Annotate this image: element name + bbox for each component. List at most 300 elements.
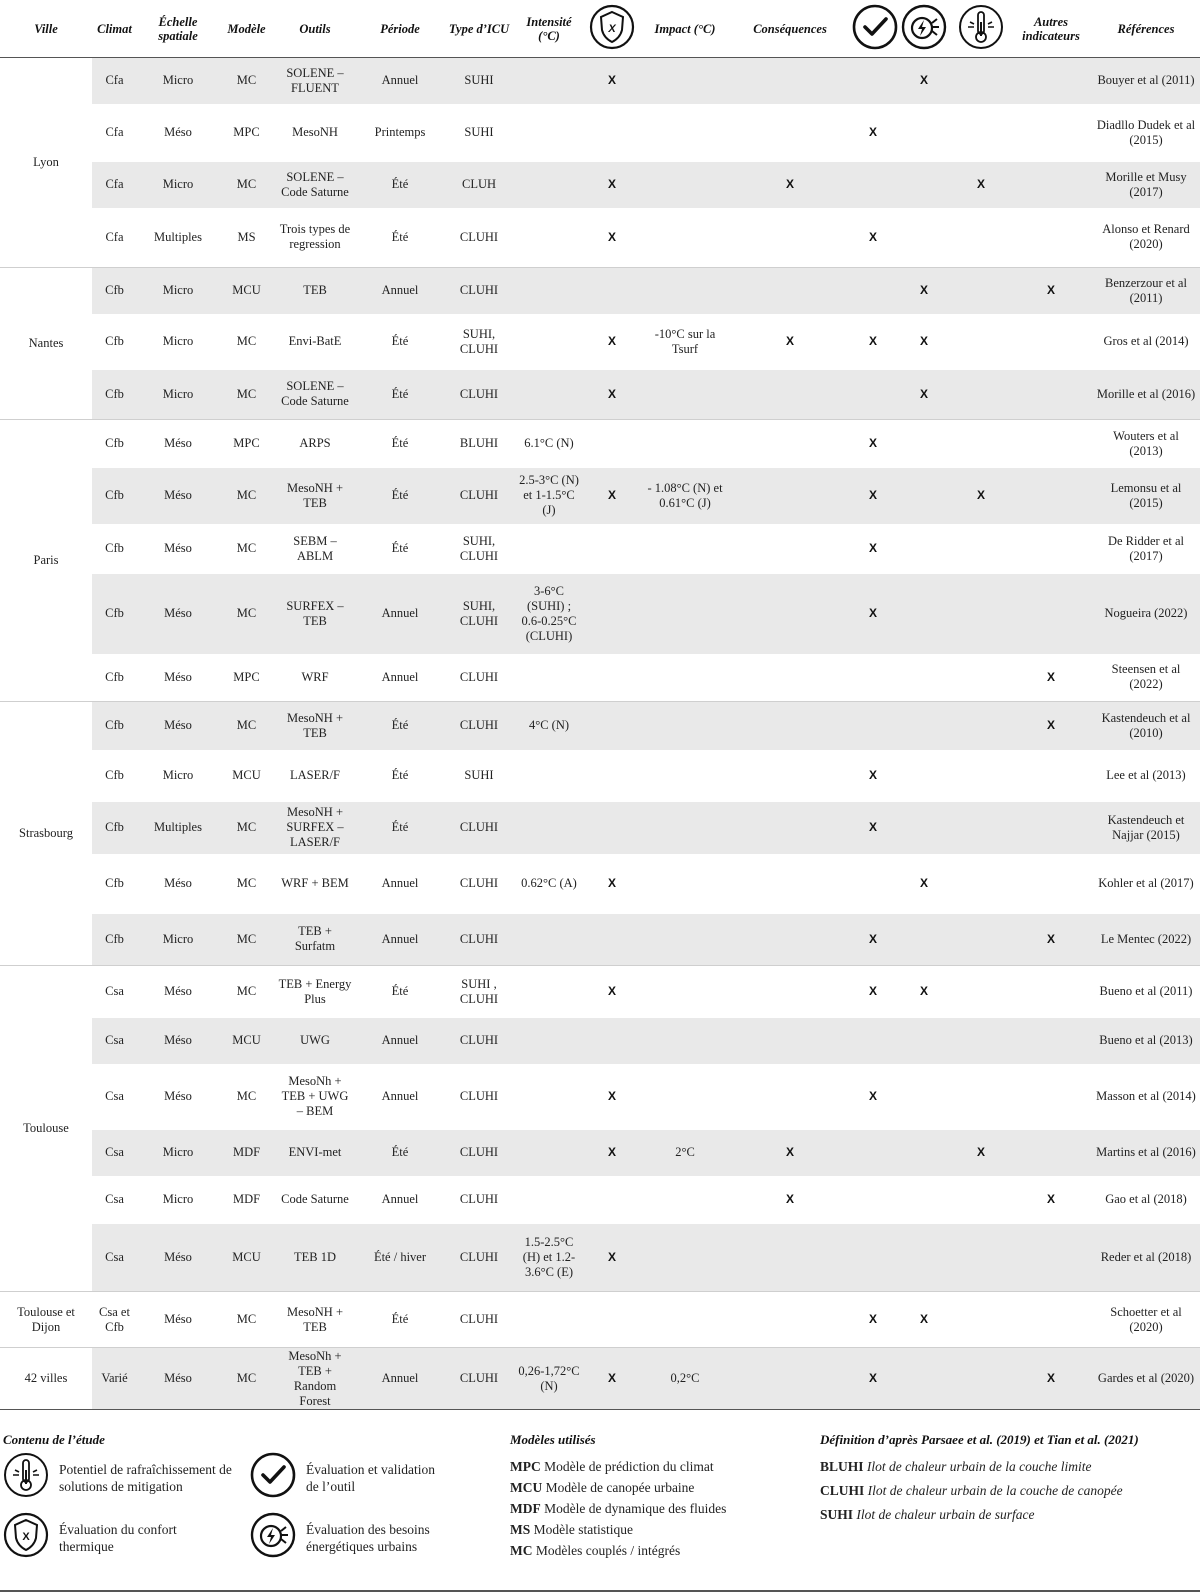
cell-impact (640, 802, 730, 854)
cell-autres: X (1010, 268, 1092, 314)
cell-autres (1010, 750, 1092, 802)
cell-intensite (514, 1018, 584, 1064)
cell-modele: MC (219, 370, 274, 420)
col-ville: Ville (0, 0, 92, 58)
col-cooling-potential (952, 0, 1010, 58)
cell-mitigation (952, 1018, 1010, 1064)
cell-impact (640, 574, 730, 654)
cell-ref: Benzerzour et al (2011) (1092, 268, 1200, 314)
cell-ref: Lee et al (2013) (1106, 768, 1186, 782)
cell-periode: Annuel (356, 268, 444, 314)
table-row (0, 654, 1200, 702)
cell-energie: X (919, 876, 928, 890)
table-row (0, 914, 1200, 966)
cell-type: CLUHI (444, 468, 514, 524)
cell-type: CLUHI (459, 1089, 499, 1103)
cell-intensite (514, 208, 584, 268)
cell-autres (1010, 1130, 1092, 1176)
svg-text:X: X (22, 1531, 30, 1543)
cell-confort: X (584, 468, 640, 524)
cell-autres (1010, 314, 1092, 370)
cell-outils: Code Saturne (281, 1192, 349, 1206)
table-row (0, 314, 1200, 370)
cell-modele: MCU (219, 1018, 274, 1064)
cell-confort: X (607, 876, 616, 890)
cell-confort: X (584, 1348, 640, 1410)
cell-consequences (730, 966, 850, 1018)
cell-ref: Gardes et al (2020) (1092, 1348, 1200, 1410)
cell-outils: LASER/F (289, 768, 340, 782)
cell-echelle: Méso (164, 541, 192, 555)
cell-type: CLUHI (444, 914, 514, 966)
cell-periode: Été (391, 768, 409, 782)
cell-confort (584, 1018, 640, 1064)
cell-autres (1010, 1018, 1092, 1064)
cell-confort: X (584, 58, 640, 104)
cell-outils: MesoNH + TEB (274, 702, 356, 750)
cell-modele: MC (219, 162, 274, 208)
cell-modele: MC (219, 58, 274, 104)
cell-type: SUHI, CLUHI (459, 326, 499, 356)
cell-validation (850, 654, 896, 702)
cell-type: CLUHI (444, 702, 514, 750)
cell-consequences (730, 58, 850, 104)
cell-intensite (514, 268, 584, 314)
cell-validation (850, 268, 896, 314)
cell-type: CLUHI (444, 208, 514, 268)
cell-type: SUHI (464, 125, 494, 139)
cell-confort (584, 750, 640, 802)
cell-type: CLUHI (444, 370, 514, 420)
cell-outils: SEBM – ABLM (293, 533, 337, 563)
cell-mitigation: X (952, 468, 1010, 524)
cell-energie (896, 1064, 952, 1130)
cell-intensite: 2.5-3°C (N) et 1-1.5°C (J) (514, 468, 584, 524)
cell-ref: Reder et al (2018) (1092, 1224, 1200, 1292)
cell-mitigation (952, 854, 1010, 914)
cell-confort: X (584, 1130, 640, 1176)
cell-impact (640, 966, 730, 1018)
cell-validation (850, 1018, 896, 1064)
cell-outils: TEB + Surfatm (274, 914, 356, 966)
cell-periode: Annuel (356, 654, 444, 702)
cell-climat: Cfa (92, 162, 137, 208)
cell-climat: Csa et Cfb (92, 1292, 137, 1348)
cell-energie (896, 1130, 952, 1176)
cell-intensite: 6.1°C (N) (524, 436, 574, 451)
col-energy-needs (896, 0, 952, 58)
cell-type: CLUHI (444, 268, 514, 314)
col-thermal-comfort (584, 0, 640, 58)
cell-validation: X (868, 984, 877, 999)
cell-type: CLUHI (444, 1018, 514, 1064)
cell-climat: Cfb (105, 334, 124, 348)
cell-validation: X (850, 1292, 896, 1348)
cell-impact: -10°C sur la Tsurf (654, 326, 716, 356)
cell-modele: MC (219, 468, 274, 524)
cell-intensite (514, 966, 584, 1018)
cell-validation: X (868, 436, 877, 451)
cell-modele: MDF (232, 1192, 261, 1206)
cell-ref: Kastendeuch et al (2010) (1092, 702, 1200, 750)
cell-confort: X (607, 334, 616, 348)
cell-consequences (730, 1064, 850, 1130)
cell-ref: Schoetter et al (2020) (1092, 1292, 1200, 1348)
cell-ref: Kohler et al (2017) (1098, 876, 1194, 890)
cell-type: CLUHI (444, 802, 514, 854)
cell-outils: ENVI-met (274, 1130, 356, 1176)
cell-confort: X (607, 1089, 616, 1103)
cell-validation: X (850, 914, 896, 966)
cell-validation: X (868, 768, 877, 782)
cell-modele: MC (219, 1348, 274, 1410)
cell-intensite (514, 162, 584, 208)
cell-ref: Kastendeuch et Najjar (2015) (1092, 802, 1200, 854)
cell-mitigation (952, 524, 1010, 574)
cell-modele: MC (236, 876, 257, 890)
cell-outils: Envi-BatE (288, 334, 342, 348)
cell-outils: MesoNH + SURFEX – LASER/F (274, 802, 356, 854)
col-intensite: Intensité (°C) (514, 0, 584, 58)
cell-validation (850, 1130, 896, 1176)
cell-outils: TEB (274, 268, 356, 314)
cell-mitigation (952, 58, 1010, 104)
cell-validation: X (850, 574, 896, 654)
cell-climat: Csa (105, 984, 124, 999)
cell-impact (640, 58, 730, 104)
table-row (0, 574, 1200, 654)
cell-consequences (730, 1348, 850, 1410)
cell-confort (584, 914, 640, 966)
cell-confort (584, 1176, 640, 1224)
bottom-rule (0, 1590, 1200, 1592)
cell-energie: X (896, 370, 952, 420)
cell-outils: ARPS (299, 436, 331, 451)
cell-confort (584, 524, 640, 574)
cell-climat: Cfb (105, 768, 124, 782)
col-climat: Climat (92, 0, 137, 58)
cell-climat: Cfb (105, 876, 124, 890)
table-row (0, 268, 1200, 314)
legend-modeles-title: Modèles utilisés (510, 1432, 596, 1447)
cell-modele: MCU (219, 1224, 274, 1292)
city-cell: Nantes (0, 268, 92, 420)
cell-climat: Cfb (92, 802, 137, 854)
cell-impact (640, 162, 730, 208)
cell-impact (640, 854, 730, 914)
cell-climat: Cfb (105, 436, 124, 451)
cell-modele: MC (236, 1089, 257, 1103)
cell-consequences: X (785, 1192, 794, 1206)
cell-impact (640, 654, 730, 702)
cell-periode: Été (356, 468, 444, 524)
table-row (0, 208, 1200, 268)
cell-ref: Wouters et al (2013) (1113, 428, 1179, 458)
table-row (0, 468, 1200, 524)
table-row (0, 966, 1200, 1018)
cell-outils: TEB 1D (274, 1224, 356, 1292)
cell-echelle: Méso (137, 1292, 219, 1348)
cell-climat: Cfb (92, 370, 137, 420)
thermal-comfort-icon (3, 1512, 49, 1563)
cell-modele: MC (219, 802, 274, 854)
cell-ref: De Ridder et al (2017) (1107, 533, 1184, 563)
table-row (0, 162, 1200, 208)
cell-impact: 2°C (640, 1130, 730, 1176)
cell-mitigation (952, 420, 1010, 468)
cell-echelle: Micro (137, 268, 219, 314)
cell-echelle: Micro (137, 58, 219, 104)
cell-periode: Été (391, 334, 409, 348)
cell-periode: Été (391, 436, 409, 451)
cell-climat: Csa (105, 1089, 124, 1103)
cell-energie (896, 802, 952, 854)
cell-validation: X (868, 125, 877, 139)
cell-type: CLUHI (444, 1348, 514, 1410)
cell-mitigation (952, 1224, 1010, 1292)
cell-energie: X (896, 1292, 952, 1348)
tool-validation-icon (250, 1452, 296, 1503)
cell-mitigation (952, 1176, 1010, 1224)
cell-mitigation (952, 268, 1010, 314)
legend-item-label: Évaluation des besoins énergétiques urbains (306, 1521, 430, 1554)
legend-item-label: Potentiel de rafraîchissement de solutions de mitigation (59, 1461, 232, 1494)
cell-confort (584, 802, 640, 854)
cell-intensite (514, 370, 584, 420)
legend-contenu-title: Contenu de l’étude (3, 1432, 105, 1447)
cell-intensite: 3-6°C (SUHI) ; 0.6-0.25°C (CLUHI) (514, 574, 584, 654)
cell-ref: Morille et al (2016) (1092, 370, 1200, 420)
cell-outils: SOLENE – Code Saturne (274, 162, 356, 208)
cell-impact (640, 524, 730, 574)
cell-autres (1010, 802, 1092, 854)
cell-consequences (730, 420, 850, 468)
table-row (0, 370, 1200, 420)
cell-energie (896, 420, 952, 468)
cell-echelle: Méso (137, 1348, 219, 1410)
city-cell: Paris (0, 420, 92, 702)
cell-echelle: Multiples (137, 802, 219, 854)
cell-echelle: Multiples (137, 208, 219, 268)
cell-confort: X (607, 984, 616, 999)
cell-consequences (730, 524, 850, 574)
cell-type: SUHI , CLUHI (459, 976, 499, 1006)
cell-climat: Cfa (105, 125, 124, 139)
cell-climat: Cfb (105, 541, 124, 555)
city-cell: 42 villes (0, 1348, 92, 1410)
cell-type: CLUHI (444, 1224, 514, 1292)
cell-intensite (514, 1176, 584, 1224)
table-row (0, 58, 1200, 104)
cell-energie (896, 654, 952, 702)
col-outils: Outils (274, 0, 356, 58)
cell-periode: Été (356, 702, 444, 750)
legend-modele-mdf: MDF Modèle de dynamique des fluides (510, 1501, 727, 1516)
cell-modele: MC (219, 702, 274, 750)
cell-confort (584, 420, 640, 468)
cell-echelle: Micro (162, 334, 194, 348)
cell-echelle: Méso (164, 1089, 192, 1103)
cell-outils: WRF + BEM (281, 876, 349, 890)
cell-outils: SOLENE – FLUENT (274, 58, 356, 104)
cell-consequences (730, 802, 850, 854)
energy-needs-icon (250, 1512, 296, 1563)
cell-confort: X (584, 370, 640, 420)
legend (0, 1432, 1200, 1593)
cell-modele: MC (219, 1292, 274, 1348)
cell-modele: MS (219, 208, 274, 268)
cell-ref: Nogueira (2022) (1092, 574, 1200, 654)
cell-periode: Annuel (381, 1192, 419, 1206)
cell-consequences (730, 1224, 850, 1292)
cell-modele: MDF (219, 1130, 274, 1176)
cell-autres (1010, 1224, 1092, 1292)
legend-definition-title: Définition d’après Parsaee et al. (2019) et Tian et al. (2021) (820, 1432, 1139, 1447)
cell-validation (850, 854, 896, 914)
cell-type: CLUHI (444, 1292, 514, 1348)
cell-impact (640, 1292, 730, 1348)
cell-mitigation (952, 1064, 1010, 1130)
cell-consequences (730, 468, 850, 524)
cell-climat: Csa (105, 1192, 124, 1206)
cell-validation (850, 58, 896, 104)
cell-mitigation (952, 914, 1010, 966)
cell-outils: UWG (274, 1018, 356, 1064)
cell-mitigation (952, 750, 1010, 802)
cell-energie (896, 702, 952, 750)
cell-echelle: Micro (137, 914, 219, 966)
cell-periode: Printemps (374, 125, 426, 139)
cell-consequences (730, 268, 850, 314)
table-row (0, 1348, 1200, 1410)
cell-consequences (730, 104, 850, 162)
table-row (0, 1018, 1200, 1064)
cell-impact (640, 268, 730, 314)
cell-climat: Cfb (92, 654, 137, 702)
col-impact: Impact (°C) (640, 0, 730, 58)
cell-mitigation (952, 208, 1010, 268)
cell-mitigation (952, 802, 1010, 854)
cell-outils: SURFEX – TEB (274, 574, 356, 654)
cell-autres (1010, 1064, 1092, 1130)
cell-confort (584, 702, 640, 750)
cell-consequences: X (730, 1130, 850, 1176)
cell-echelle: Méso (164, 436, 192, 451)
cell-ref: Gros et al (2014) (1103, 334, 1189, 348)
cell-energie (896, 914, 952, 966)
cell-modele: MC (219, 914, 274, 966)
cell-climat: Cfb (92, 268, 137, 314)
cell-climat: Cfb (92, 574, 137, 654)
cell-periode: Été (356, 162, 444, 208)
cell-confort: X (584, 1224, 640, 1292)
cell-intensite: 1.5-2.5°C (H) et 1.2-3.6°C (E) (514, 1224, 584, 1292)
cell-modele: MPC (233, 125, 260, 139)
cell-mitigation (952, 574, 1010, 654)
cell-modele: MCU (219, 268, 274, 314)
cell-validation (850, 162, 896, 208)
cell-modele: MC (219, 574, 274, 654)
cell-periode: Été (356, 370, 444, 420)
cell-validation (850, 702, 896, 750)
cell-ref: Martins et al (2016) (1092, 1130, 1200, 1176)
cell-consequences: X (785, 334, 794, 348)
cell-outils: MesoNH + TEB (274, 1292, 356, 1348)
cell-intensite (514, 750, 584, 802)
cell-autres: X (1010, 654, 1092, 702)
cell-echelle: Micro (137, 162, 219, 208)
cell-periode: Été (356, 208, 444, 268)
cell-autres (1010, 104, 1092, 162)
city-cell: Lyon (0, 58, 92, 268)
cell-outils: MesoNh + TEB + Random Forest (274, 1348, 356, 1410)
cell-energie (896, 524, 952, 574)
legend-modele-mcu: MCU Modèle de canopée urbaine (510, 1480, 695, 1495)
cell-echelle: Méso (137, 1224, 219, 1292)
cell-mitigation (952, 654, 1010, 702)
cell-impact (640, 1224, 730, 1292)
cell-type: SUHI (464, 768, 494, 782)
cell-mitigation (952, 370, 1010, 420)
cell-outils: TEB + Energy Plus (278, 976, 352, 1006)
cell-autres: X (1046, 1192, 1055, 1206)
cell-type: BLUHI (459, 436, 499, 451)
cell-energie: X (896, 58, 952, 104)
cell-impact (640, 104, 730, 162)
table-row (0, 1176, 1200, 1224)
cell-echelle: Méso (164, 984, 192, 999)
table-row (0, 702, 1200, 750)
cell-type: CLUHI (444, 1130, 514, 1176)
cell-type: CLUHI (459, 1192, 499, 1206)
cell-echelle: Méso (137, 468, 219, 524)
cell-mitigation (952, 314, 1010, 370)
col-tool-validation (850, 0, 896, 58)
cell-periode: Annuel (356, 58, 444, 104)
cell-ref: Gao et al (2018) (1105, 1192, 1187, 1206)
cell-autres (1010, 162, 1092, 208)
cooling-potential-icon (958, 4, 1004, 53)
cell-consequences: X (730, 162, 850, 208)
cell-validation: X (850, 468, 896, 524)
cell-modele: MCU (232, 768, 261, 782)
cell-consequences (730, 370, 850, 420)
cell-energie (896, 104, 952, 162)
cell-echelle: Micro (162, 1192, 194, 1206)
cell-ref: Lemonsu et al (2015) (1092, 468, 1200, 524)
cell-intensite: 4°C (N) (514, 702, 584, 750)
cell-echelle: Méso (137, 1018, 219, 1064)
table-row (0, 104, 1200, 162)
cell-energie: X (919, 334, 928, 348)
cell-periode: Annuel (356, 574, 444, 654)
cell-consequences (730, 208, 850, 268)
cell-consequences (730, 1018, 850, 1064)
cell-modele: MPC (219, 654, 274, 702)
cell-validation: X (868, 334, 877, 348)
cell-ref: Bueno et al (2011) (1099, 984, 1193, 999)
cell-energie (896, 162, 952, 208)
cell-autres (1010, 420, 1092, 468)
legend-item-cooling (3, 1452, 234, 1503)
col-periode: Période (356, 0, 444, 58)
cell-climat: Cfb (92, 702, 137, 750)
thermal-comfort-icon (589, 4, 635, 53)
cell-type: SUHI (444, 58, 514, 104)
table-row (0, 1224, 1200, 1292)
cell-echelle: Méso (137, 574, 219, 654)
cell-echelle: Méso (164, 876, 192, 890)
